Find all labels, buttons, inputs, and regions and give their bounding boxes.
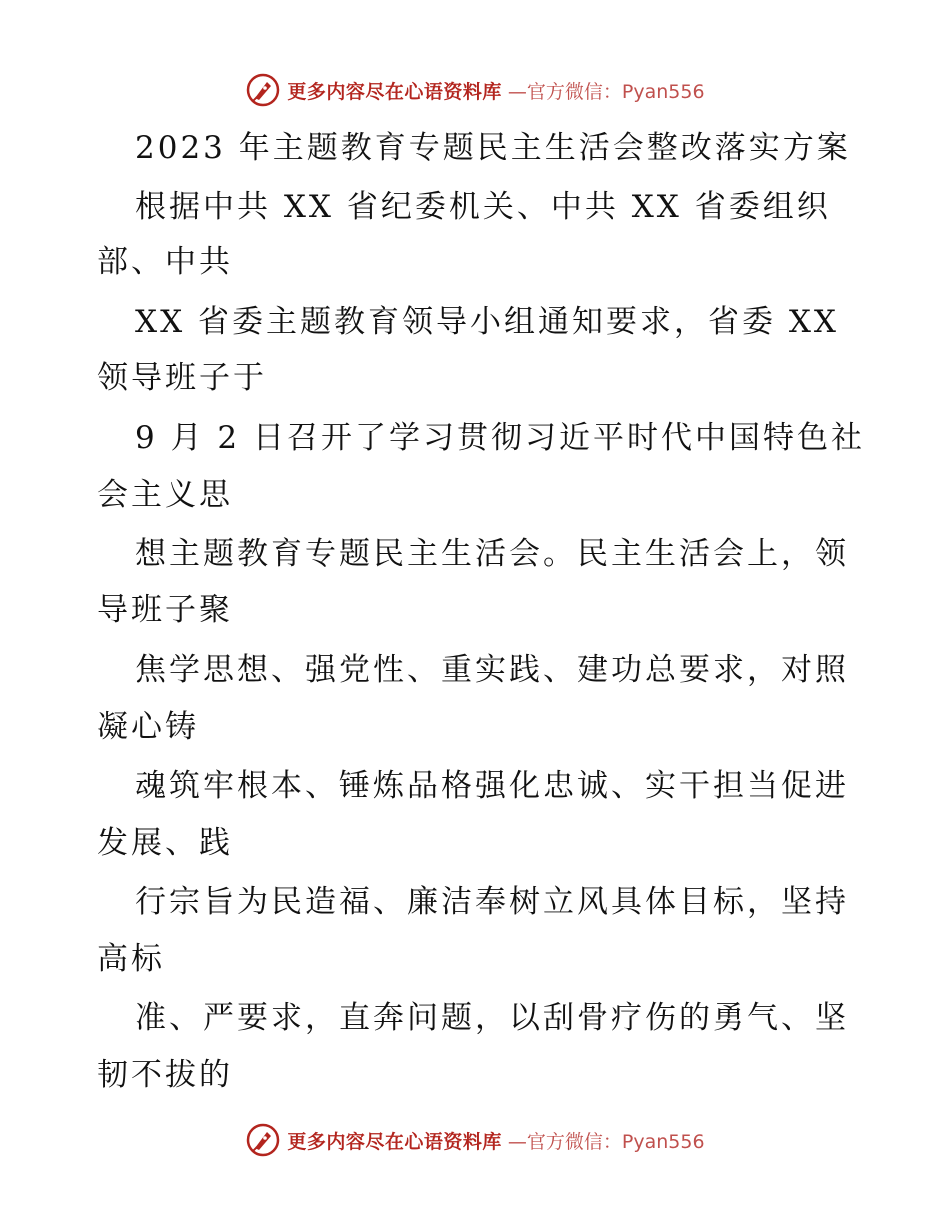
paragraph-line: 焦学思想、强党性、重实践、建功总要求，对照 (135, 652, 849, 688)
paragraph-line: 凝心铸 (97, 709, 199, 745)
paragraph-line: 高标 (97, 941, 165, 977)
document-title: 2023 年主题教育专题民主生活会整改落实方案 (135, 130, 851, 166)
pen-nib-icon (245, 1122, 281, 1158)
watermark-main-text: 更多内容尽在心语资料库 (287, 1130, 502, 1153)
paragraph-line: 领导班子于 (97, 360, 267, 396)
paragraph-line: XX 省委主题教育领导小组通知要求，省委 XX (135, 304, 839, 340)
paragraph-line: 韧不拔的 (97, 1057, 233, 1093)
paragraph-line: 根据中共 XX 省纪委机关、中共 XX 省委组织 (135, 189, 831, 225)
paragraph-line: 发展、践 (97, 825, 233, 861)
pen-nib-icon (245, 72, 281, 108)
watermark-sub-text: —官方微信：Pyan556 (507, 80, 705, 103)
paragraph-line: 准、严要求，直奔问题，以刮骨疗伤的勇气、坚 (135, 1000, 849, 1036)
paragraph-line: 导班子聚 (97, 592, 233, 628)
watermark-sub-text: —官方微信：Pyan556 (507, 1130, 705, 1153)
header-watermark (0, 70, 950, 110)
paragraph-line: 9 月 2 日召开了学习贯彻习近平时代中国特色社 (135, 420, 866, 456)
paragraph-line: 想主题教育专题民主生活会。民主生活会上，领 (135, 536, 849, 572)
paragraph-line: 行宗旨为民造福、廉洁奉树立风具体目标，坚持 (135, 884, 849, 920)
paragraph-line: 会主义思 (97, 477, 233, 513)
watermark-main-text: 更多内容尽在心语资料库 (287, 80, 502, 103)
footer-watermark (0, 1120, 950, 1160)
paragraph-line: 部、中共 (97, 244, 233, 280)
paragraph-line: 魂筑牢根本、锤炼品格强化忠诚、实干担当促进 (135, 768, 849, 804)
